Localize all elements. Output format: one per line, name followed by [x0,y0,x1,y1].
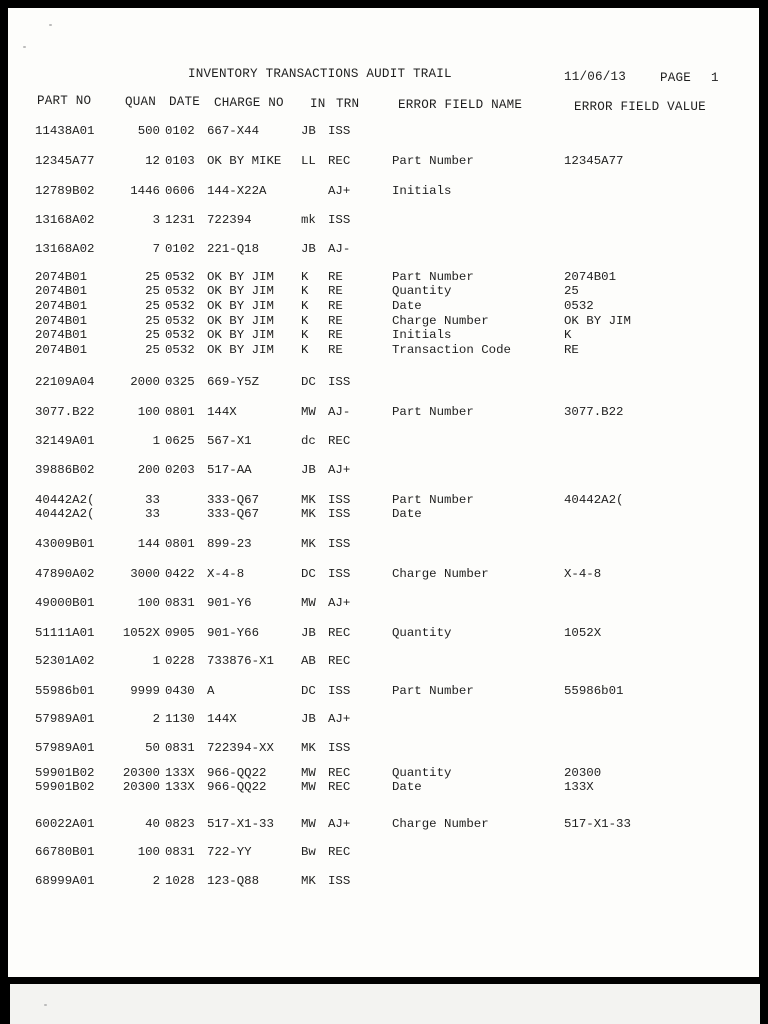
error-field-name-cell: Date [392,780,422,794]
charge-number-cell: 144X [207,405,237,419]
error-field-name-cell: Part Number [392,270,474,284]
initials-cell: MW [301,780,316,794]
charge-number-cell: 899-23 [207,537,252,551]
initials-cell: K [301,284,309,298]
initials-cell: JB [301,124,316,138]
transaction-code-cell: AJ+ [328,596,351,610]
error-field-value-cell: X-4-8 [564,567,602,581]
date-cell: 0823 [165,817,195,831]
charge-number-cell: OK BY JIM [207,328,274,342]
date-cell: 133X [165,780,195,794]
quantity-cell: 25 [145,314,160,328]
quantity-cell: 100 [137,845,160,859]
part-number-cell: 13168A02 [35,213,95,227]
scan-speck [23,46,26,48]
charge-number-cell: 517-AA [207,463,252,477]
scan-speck [49,24,52,26]
error-field-value-cell: OK BY JIM [564,314,631,328]
initials-cell: JB [301,712,316,726]
quantity-cell: 100 [137,596,160,610]
error-field-value-cell: 40442A2( [564,493,624,507]
charge-number-cell: 567-X1 [207,434,252,448]
initials-cell: MW [301,766,316,780]
table-row [8,684,759,698]
date-cell: 0831 [165,741,195,755]
quantity-cell: 1052X [122,626,160,640]
error-field-name-cell: Charge Number [392,314,489,328]
quantity-cell: 7 [152,242,160,256]
date-cell: 0102 [165,242,195,256]
initials-cell: DC [301,375,316,389]
transaction-code-cell: ISS [328,213,351,227]
date-cell: 0532 [165,270,195,284]
part-number-cell: 55986b01 [35,684,95,698]
table-row [8,328,759,342]
table-row [8,375,759,389]
quantity-cell: 25 [145,328,160,342]
part-number-cell: 66780B01 [35,845,95,859]
initials-cell: K [301,314,309,328]
transaction-code-cell: REC [328,766,351,780]
error-field-value-cell: 55986b01 [564,684,624,698]
part-number-cell: 32149A01 [35,434,95,448]
scan-speck [44,1004,47,1006]
column-header-charge-no: CHARGE NO [214,96,284,110]
quantity-cell: 33 [145,507,160,521]
part-number-cell: 43009B01 [35,537,95,551]
charge-number-cell: 123-Q88 [207,874,260,888]
charge-number-cell: 966-QQ22 [207,780,267,794]
error-field-value-cell: 1052X [564,626,602,640]
table-row [8,567,759,581]
initials-cell: MK [301,537,316,551]
column-header-part-no: PART NO [37,94,92,108]
table-row [8,507,759,521]
table-row [8,284,759,298]
table-row [8,537,759,551]
quantity-cell: 20300 [122,780,160,794]
part-number-cell: 68999A01 [35,874,95,888]
table-row [8,712,759,726]
initials-cell: LL [301,154,316,168]
transaction-code-cell: REC [328,434,351,448]
table-row [8,154,759,168]
quantity-cell: 2000 [130,375,160,389]
initials-cell: MW [301,405,316,419]
date-cell: 0532 [165,314,195,328]
transaction-code-cell: REC [328,154,351,168]
initials-cell: dc [301,434,316,448]
charge-number-cell: 333-Q67 [207,507,260,521]
initials-cell: MK [301,507,316,521]
quantity-cell: 25 [145,284,160,298]
quantity-cell: 2 [152,874,160,888]
date-cell: 0325 [165,375,195,389]
error-field-name-cell: Date [392,507,422,521]
charge-number-cell: 667-X44 [207,124,260,138]
quantity-cell: 33 [145,493,160,507]
quantity-cell: 3 [152,213,160,227]
date-cell: 0606 [165,184,195,198]
table-row [8,817,759,831]
next-page-edge [10,984,760,1024]
date-cell: 0801 [165,537,195,551]
transaction-code-cell: AJ+ [328,184,351,198]
error-field-name-cell: Part Number [392,493,474,507]
initials-cell: JB [301,463,316,477]
part-number-cell: 51111A01 [35,626,95,640]
charge-number-cell: 221-Q18 [207,242,260,256]
date-cell: 0103 [165,154,195,168]
date-cell: 0905 [165,626,195,640]
part-number-cell: 52301A02 [35,654,95,668]
initials-cell: AB [301,654,316,668]
charge-number-cell: 517-X1-33 [207,817,274,831]
part-number-cell: 40442A2( [35,507,95,521]
initials-cell: K [301,270,309,284]
transaction-code-cell: RE [328,270,343,284]
column-header-quan: QUAN [125,95,157,109]
initials-cell: K [301,299,309,313]
initials-cell: MK [301,493,316,507]
table-row [8,314,759,328]
transaction-code-cell: AJ- [328,242,351,256]
date-cell: 1231 [165,213,195,227]
transaction-code-cell: REC [328,780,351,794]
charge-number-cell: 722394-XX [207,741,274,755]
part-number-cell: 22109A04 [35,375,95,389]
date-cell: 0228 [165,654,195,668]
table-row [8,874,759,888]
date-cell: 0801 [165,405,195,419]
error-field-name-cell: Charge Number [392,567,489,581]
transaction-code-cell: ISS [328,537,351,551]
charge-number-cell: 144-X22A [207,184,267,198]
part-number-cell: 59901B02 [35,766,95,780]
initials-cell: K [301,343,309,357]
table-row [8,434,759,448]
transaction-code-cell: RE [328,299,343,313]
table-row [8,242,759,256]
transaction-code-cell: ISS [328,375,351,389]
error-field-value-cell: RE [564,343,579,357]
transaction-code-cell: ISS [328,493,351,507]
quantity-cell: 25 [145,270,160,284]
transaction-code-cell: AJ+ [328,712,351,726]
quantity-cell: 500 [137,124,160,138]
charge-number-cell: 901-Y6 [207,596,252,610]
date-cell: 1130 [165,712,195,726]
part-number-cell: 57989A01 [35,741,95,755]
table-row [8,493,759,507]
initials-cell: MK [301,741,316,755]
quantity-cell: 1 [152,434,160,448]
error-field-name-cell: Quantity [392,766,452,780]
date-cell: 1028 [165,874,195,888]
initials-cell: Bw [301,845,316,859]
charge-number-cell: 144X [207,712,237,726]
error-field-value-cell: 3077.B22 [564,405,624,419]
quantity-cell: 50 [145,741,160,755]
part-number-cell: 2074B01 [35,314,88,328]
initials-cell: mk [301,213,316,227]
error-field-name-cell: Date [392,299,422,313]
part-number-cell: 2074B01 [35,284,88,298]
part-number-cell: 40442A2( [35,493,95,507]
transaction-code-cell: ISS [328,684,351,698]
error-field-name-cell: Transaction Code [392,343,511,357]
part-number-cell: 57989A01 [35,712,95,726]
quantity-cell: 20300 [122,766,160,780]
initials-cell: DC [301,567,316,581]
quantity-cell: 9999 [130,684,160,698]
transaction-code-cell: ISS [328,567,351,581]
charge-number-cell: A [207,684,215,698]
date-cell: 133X [165,766,195,780]
date-cell: 0532 [165,343,195,357]
part-number-cell: 11438A01 [35,124,95,138]
transaction-code-cell: ISS [328,124,351,138]
transaction-code-cell: AJ+ [328,817,351,831]
transaction-code-cell: RE [328,284,343,298]
table-row [8,845,759,859]
date-cell: 0831 [165,596,195,610]
error-field-name-cell: Part Number [392,684,474,698]
date-cell: 0422 [165,567,195,581]
table-row [8,654,759,668]
table-row [8,299,759,313]
date-cell: 0532 [165,299,195,313]
charge-number-cell: X-4-8 [207,567,245,581]
transaction-code-cell: REC [328,845,351,859]
quantity-cell: 25 [145,343,160,357]
error-field-value-cell: 20300 [564,766,602,780]
quantity-cell: 144 [137,537,160,551]
transaction-code-cell: RE [328,328,343,342]
table-row [8,124,759,138]
report-date: 11/06/13 [564,70,627,84]
part-number-cell: 39886B02 [35,463,95,477]
error-field-name-cell: Part Number [392,405,474,419]
charge-number-cell: OK BY JIM [207,270,274,284]
page-number: 1 [711,71,719,85]
charge-number-cell: 966-QQ22 [207,766,267,780]
error-field-name-cell: Quantity [392,626,452,640]
quantity-cell: 2 [152,712,160,726]
error-field-value-cell: 517-X1-33 [564,817,631,831]
part-number-cell: 12345A77 [35,154,95,168]
table-row [8,626,759,640]
table-row [8,463,759,477]
initials-cell: MW [301,817,316,831]
charge-number-cell: 733876-X1 [207,654,274,668]
charge-number-cell: OK BY JIM [207,284,274,298]
charge-number-cell: 722-YY [207,845,252,859]
transaction-code-cell: ISS [328,507,351,521]
initials-cell: JB [301,242,316,256]
initials-cell: K [301,328,309,342]
part-number-cell: 60022A01 [35,817,95,831]
error-field-name-cell: Quantity [392,284,452,298]
column-header-trn: TRN [336,97,360,111]
part-number-cell: 12789B02 [35,184,95,198]
transaction-code-cell: AJ+ [328,463,351,477]
transaction-code-cell: REC [328,654,351,668]
charge-number-cell: OK BY JIM [207,314,274,328]
date-cell: 0430 [165,684,195,698]
initials-cell: JB [301,626,316,640]
charge-number-cell: 669-Y5Z [207,375,260,389]
error-field-value-cell: K [564,328,572,342]
table-row [8,405,759,419]
table-row [8,766,759,780]
quantity-cell: 40 [145,817,160,831]
date-cell: 0532 [165,284,195,298]
charge-number-cell: 722394 [207,213,252,227]
part-number-cell: 49000B01 [35,596,95,610]
part-number-cell: 2074B01 [35,270,88,284]
quantity-cell: 25 [145,299,160,313]
transaction-code-cell: RE [328,314,343,328]
error-field-value-cell: 133X [564,780,594,794]
date-cell: 0532 [165,328,195,342]
part-number-cell: 2074B01 [35,343,88,357]
part-number-cell: 2074B01 [35,299,88,313]
quantity-cell: 200 [137,463,160,477]
column-header-date: DATE [169,95,201,109]
charge-number-cell: OK BY JIM [207,343,274,357]
charge-number-cell: OK BY JIM [207,299,274,313]
table-row [8,741,759,755]
error-field-value-cell: 25 [564,284,579,298]
quantity-cell: 1446 [130,184,160,198]
charge-number-cell: 901-Y66 [207,626,260,640]
date-cell: 0831 [165,845,195,859]
quantity-cell: 100 [137,405,160,419]
part-number-cell: 13168A02 [35,242,95,256]
column-header-error-field-name: ERROR FIELD NAME [398,98,523,112]
charge-number-cell: OK BY MIKE [207,154,282,168]
quantity-cell: 12 [145,154,160,168]
part-number-cell: 47890A02 [35,567,95,581]
date-cell: 0203 [165,463,195,477]
charge-number-cell: 333-Q67 [207,493,260,507]
transaction-code-cell: ISS [328,741,351,755]
part-number-cell: 59901B02 [35,780,95,794]
initials-cell: DC [301,684,316,698]
error-field-value-cell: 2074B01 [564,270,617,284]
part-number-cell: 2074B01 [35,328,88,342]
error-field-value-cell: 12345A77 [564,154,624,168]
transaction-code-cell: AJ- [328,405,351,419]
table-row [8,213,759,227]
transaction-code-cell: REC [328,626,351,640]
column-header-in: IN [310,97,326,111]
error-field-name-cell: Charge Number [392,817,489,831]
error-field-name-cell: Initials [392,184,452,198]
date-cell: 0625 [165,434,195,448]
report-title: INVENTORY TRANSACTIONS AUDIT TRAIL [188,67,452,81]
transaction-code-cell: ISS [328,874,351,888]
column-header-error-field-value: ERROR FIELD VALUE [574,100,706,114]
transaction-code-cell: RE [328,343,343,357]
error-field-value-cell: 0532 [564,299,594,313]
table-row [8,596,759,610]
quantity-cell: 3000 [130,567,160,581]
initials-cell: MW [301,596,316,610]
part-number-cell: 3077.B22 [35,405,95,419]
report-page [8,8,759,977]
initials-cell: MK [301,874,316,888]
page-label: PAGE [660,71,692,85]
quantity-cell: 1 [152,654,160,668]
error-field-name-cell: Part Number [392,154,474,168]
table-row [8,343,759,357]
error-field-name-cell: Initials [392,328,452,342]
date-cell: 0102 [165,124,195,138]
table-row [8,780,759,794]
table-row [8,270,759,284]
table-row [8,184,759,198]
